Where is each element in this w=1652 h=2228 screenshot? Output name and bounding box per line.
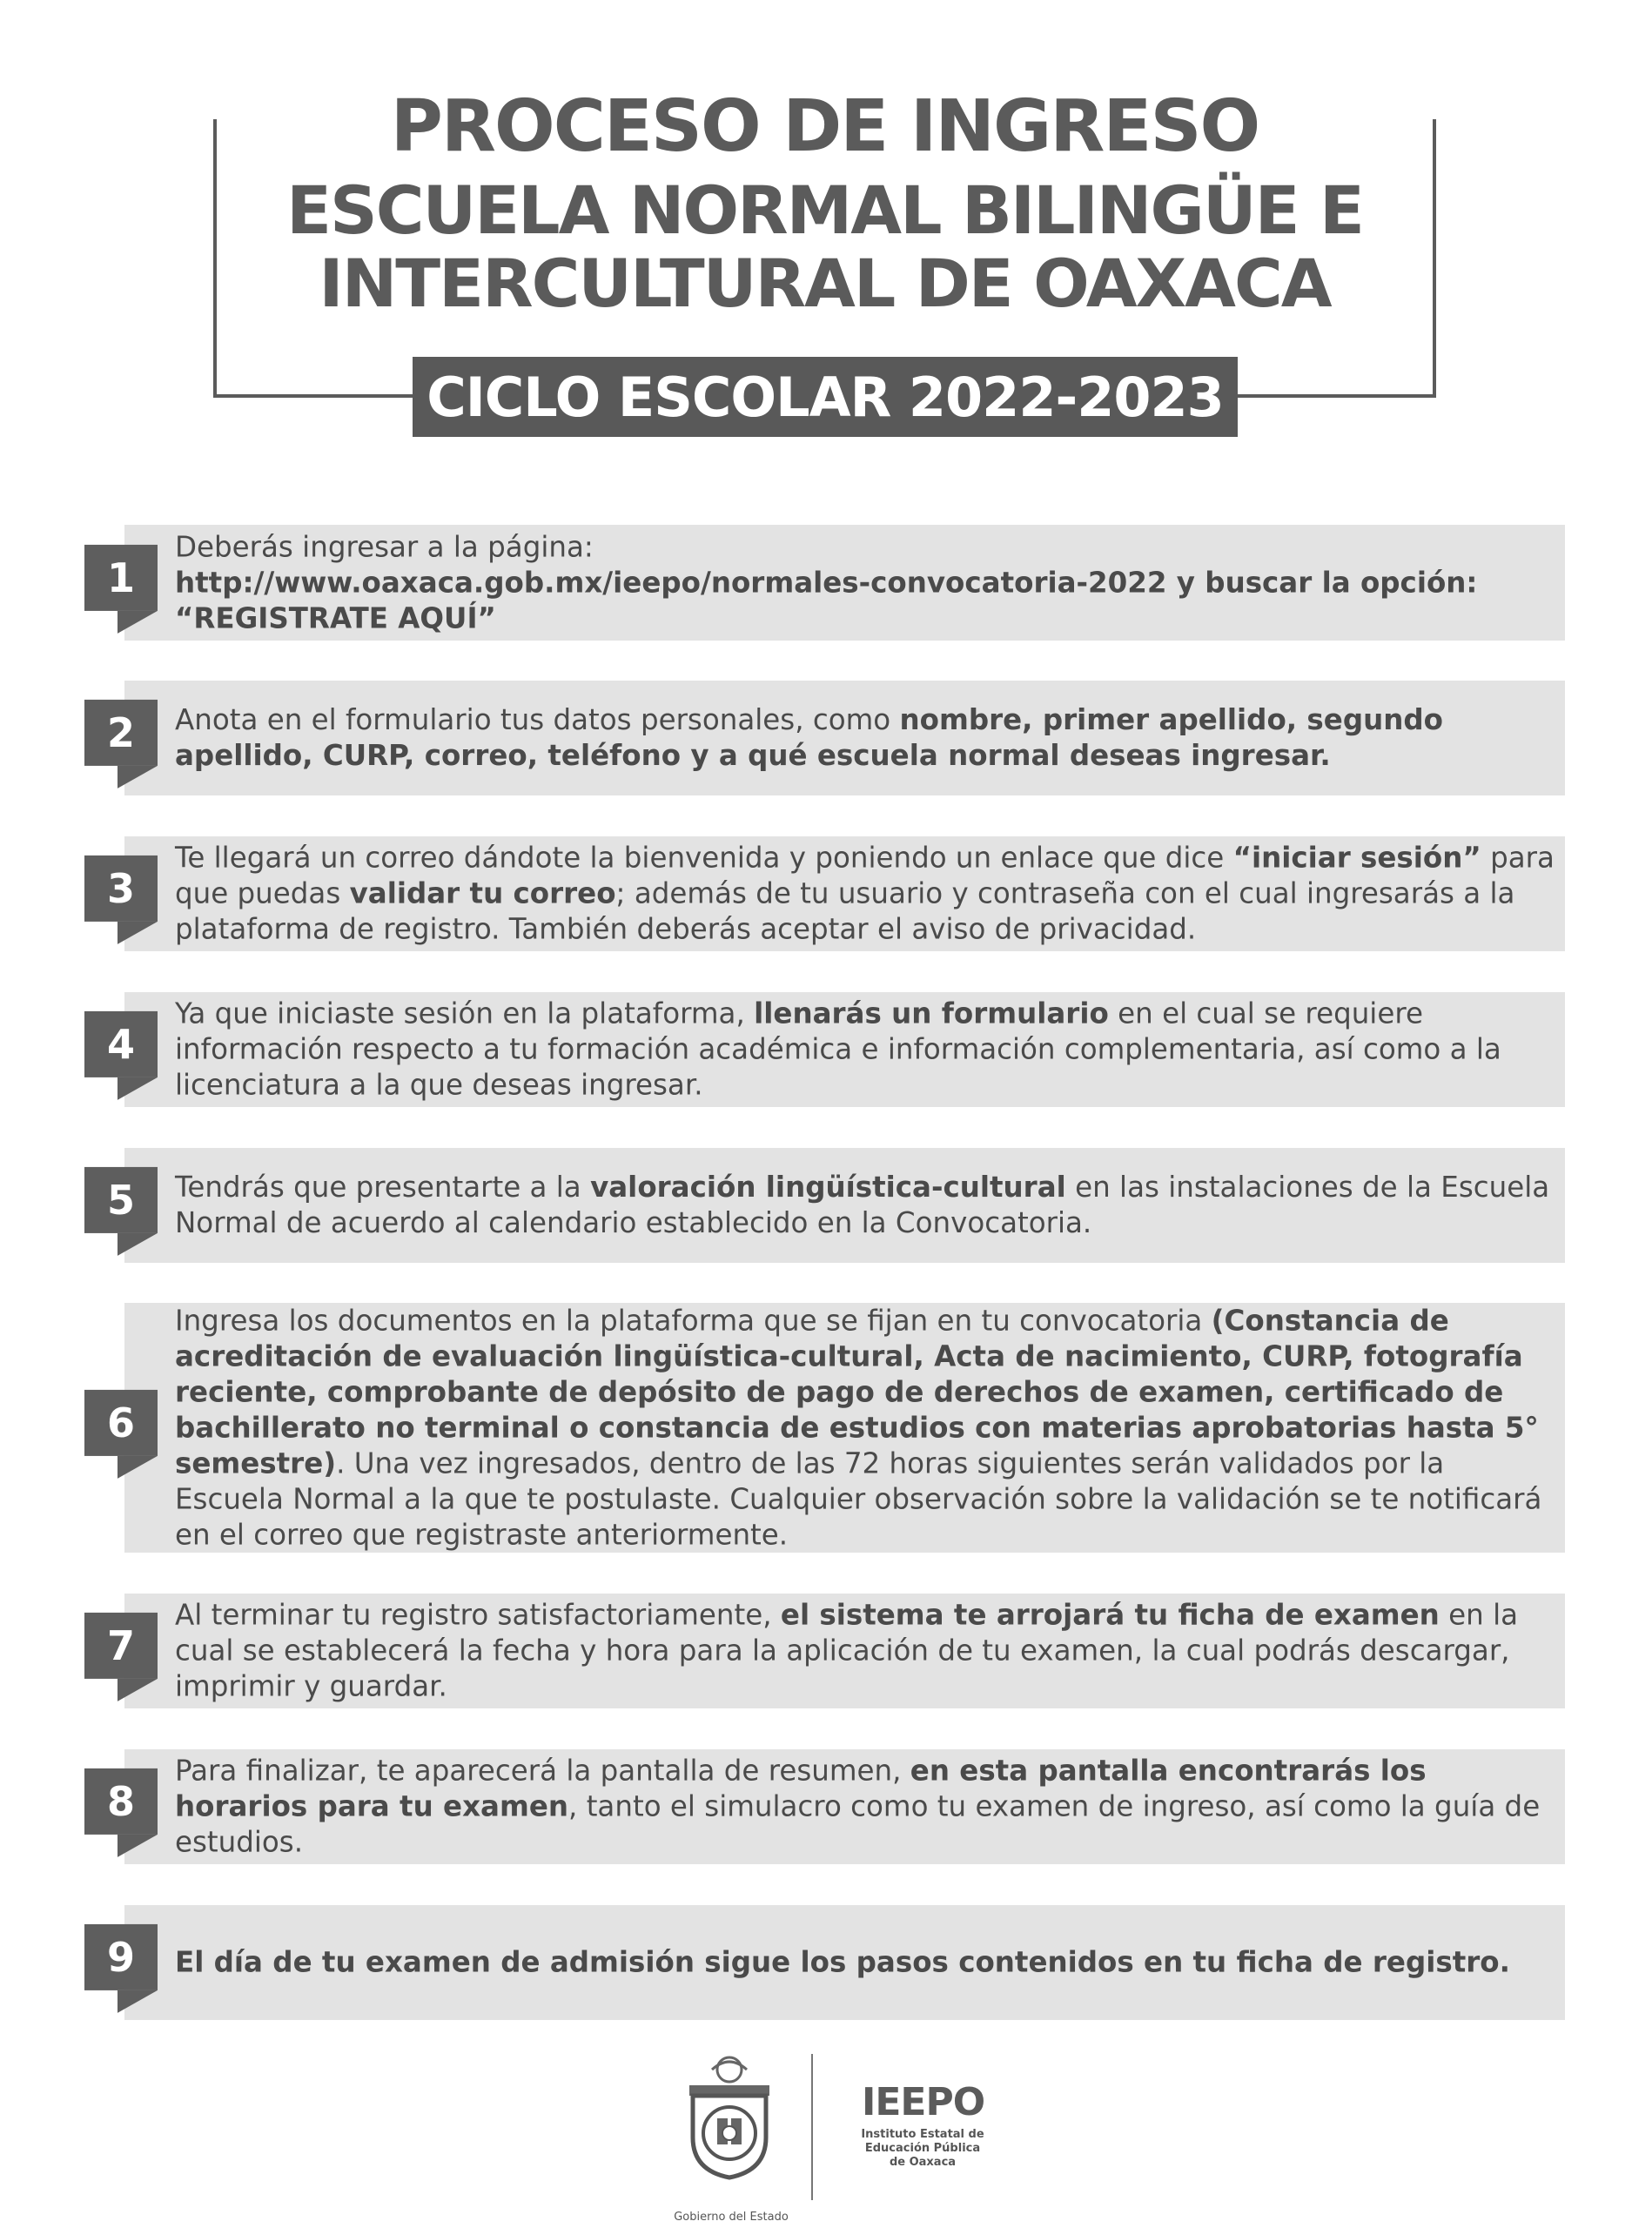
step-text-segment: Para finalizar, te aparecerá la pantalla de resumen, <box>175 1754 910 1788</box>
step-text <box>175 1945 1558 1981</box>
step-text-segment: Al terminar tu registro satisfactoriamente, <box>175 1598 781 1632</box>
step-text-bold-segment: nombre, primer apellido, segundo apellido, CURP, correo, teléfono y a qué escuela normal deseas ingresar. <box>175 703 1443 772</box>
step-text-bold-segment: valoración lingüística-cultural <box>590 1171 1066 1204</box>
step-text <box>175 997 1558 1104</box>
step-text-segment: . Una vez ingresados, dentro de las 72 horas siguientes serán validados por la Escuela Normal a la que te postulaste. Cualquier observación sobre la validación se te notificará en el correo que registraste anteriormente. <box>175 1446 1542 1551</box>
step-text <box>175 529 1558 636</box>
step-text-bold-segment: http://www.oaxaca.gob.mx/ieepo/normales-convocatoria-2022 y buscar la opción: <box>175 566 1478 599</box>
step-text <box>175 1170 1558 1241</box>
step-number: 8 <box>84 1768 158 1835</box>
step-text-bold-segment: El día de tu examen de admisión sigue los pasos contenidos en tu ficha de registro. <box>175 1945 1510 1979</box>
step-number: 3 <box>84 856 158 922</box>
government-label: Gobierno del Estado <box>674 2211 789 2224</box>
step-8 <box>84 1749 1567 1864</box>
step-text-bold-segment: (Constancia de acreditación de evaluación lingüística-cultural, Acta de nacimiento, CURP, fotografía reciente, comprobante de depósito de pago de derechos de examen, certificado de bachillerato no terminal o constancia de estudios con materias aprobatorias hasta 5° semestre) <box>175 1304 1539 1480</box>
step-text-segment: en la cual se establecerá la fecha y hora para la aplicación de tu examen, la cual podrás descargar, imprimir y guardar. <box>175 1598 1519 1703</box>
step-text-bold-segment: validar tu correo <box>349 876 616 910</box>
step-3 <box>84 836 1567 951</box>
step-text <box>175 841 1558 948</box>
step-2 <box>84 681 1567 795</box>
step-text-bold-segment: el sistema te arrojará tu ficha de examen <box>780 1598 1440 1632</box>
step-number: 9 <box>84 1924 158 1990</box>
step-1 <box>84 525 1567 641</box>
state-seal-icon <box>677 2050 782 2181</box>
step-number: 7 <box>84 1613 158 1679</box>
title-main: PROCESO DE INGRESO <box>382 87 1267 167</box>
ieepo-description: Instituto Estatal de Educación Pública de Oaxaca <box>861 2128 984 2169</box>
step-text-bold-segment: “iniciar sesión” <box>1232 841 1481 875</box>
step-text-segment: ; además de tu usuario y contraseña con el cual ingresarás a la plataforma de registro. También deberás aceptar el aviso de privacidad. <box>175 876 1515 946</box>
cycle-badge: CICLO ESCOLAR 2022-2023 <box>413 357 1238 437</box>
title-line-2: ESCUELA NORMAL BILINGÜE E <box>286 171 1363 249</box>
step-text <box>175 1598 1558 1705</box>
step-number: 5 <box>84 1167 158 1233</box>
step-4 <box>84 992 1567 1107</box>
step-text-segment: Ingresa los documentos en la plataforma que se fijan en tu convocatoria <box>175 1304 1212 1337</box>
step-text-bold-segment: en esta pantalla encontrarás los horarios para tu examen <box>175 1754 1427 1823</box>
footer <box>0 2037 1652 2224</box>
step-number: 2 <box>84 700 158 766</box>
step-9 <box>84 1905 1567 2020</box>
step-text-segment: Tendrás que presentarte a la <box>175 1171 591 1204</box>
step-text <box>175 702 1558 774</box>
step-number: 1 <box>84 544 158 610</box>
step-text-segment: Ya que iniciaste sesión en la plataforma, <box>175 997 755 1030</box>
step-number: 4 <box>84 1011 158 1077</box>
step-number: 6 <box>84 1389 158 1455</box>
step-text-segment: , tanto el simulacro como tu examen de ingreso, así como la guía de estudios. <box>175 1789 1541 1859</box>
step-text <box>175 1754 1558 1861</box>
step-text-segment: en las instalaciones de la Escuela Normal de acuerdo al calendario establecido en la Convocatoria. <box>175 1171 1550 1239</box>
title-block <box>213 87 1436 324</box>
ieepo-logo: IEEPO <box>862 2080 985 2124</box>
step-7 <box>84 1594 1567 1708</box>
step-text-segment: para que puedas <box>175 841 1555 910</box>
title-line-3: INTERCULTURAL DE OAXACA <box>319 245 1331 322</box>
step-5 <box>84 1148 1567 1263</box>
step-text-segment: Te llegará un correo dándote la bienvenida y poniendo un enlace que dice <box>175 841 1233 875</box>
step-text-segment: en el cual se requiere información respecto a tu formación académica e información complementaria, así como a la licenciatura a la que deseas ingresar. <box>175 997 1501 1102</box>
step-text-segment: Anota en el formulario tus datos personales, como <box>175 703 900 736</box>
footer-divider <box>811 2054 813 2200</box>
step-text-bold-segment: llenarás un formulario <box>754 997 1109 1030</box>
step-text-segment: Deberás ingresar a la página: <box>175 530 594 563</box>
step-6 <box>84 1303 1567 1553</box>
step-text-bold-segment: “REGISTRATE AQUÍ” <box>175 601 496 634</box>
step-text <box>175 1303 1558 1553</box>
